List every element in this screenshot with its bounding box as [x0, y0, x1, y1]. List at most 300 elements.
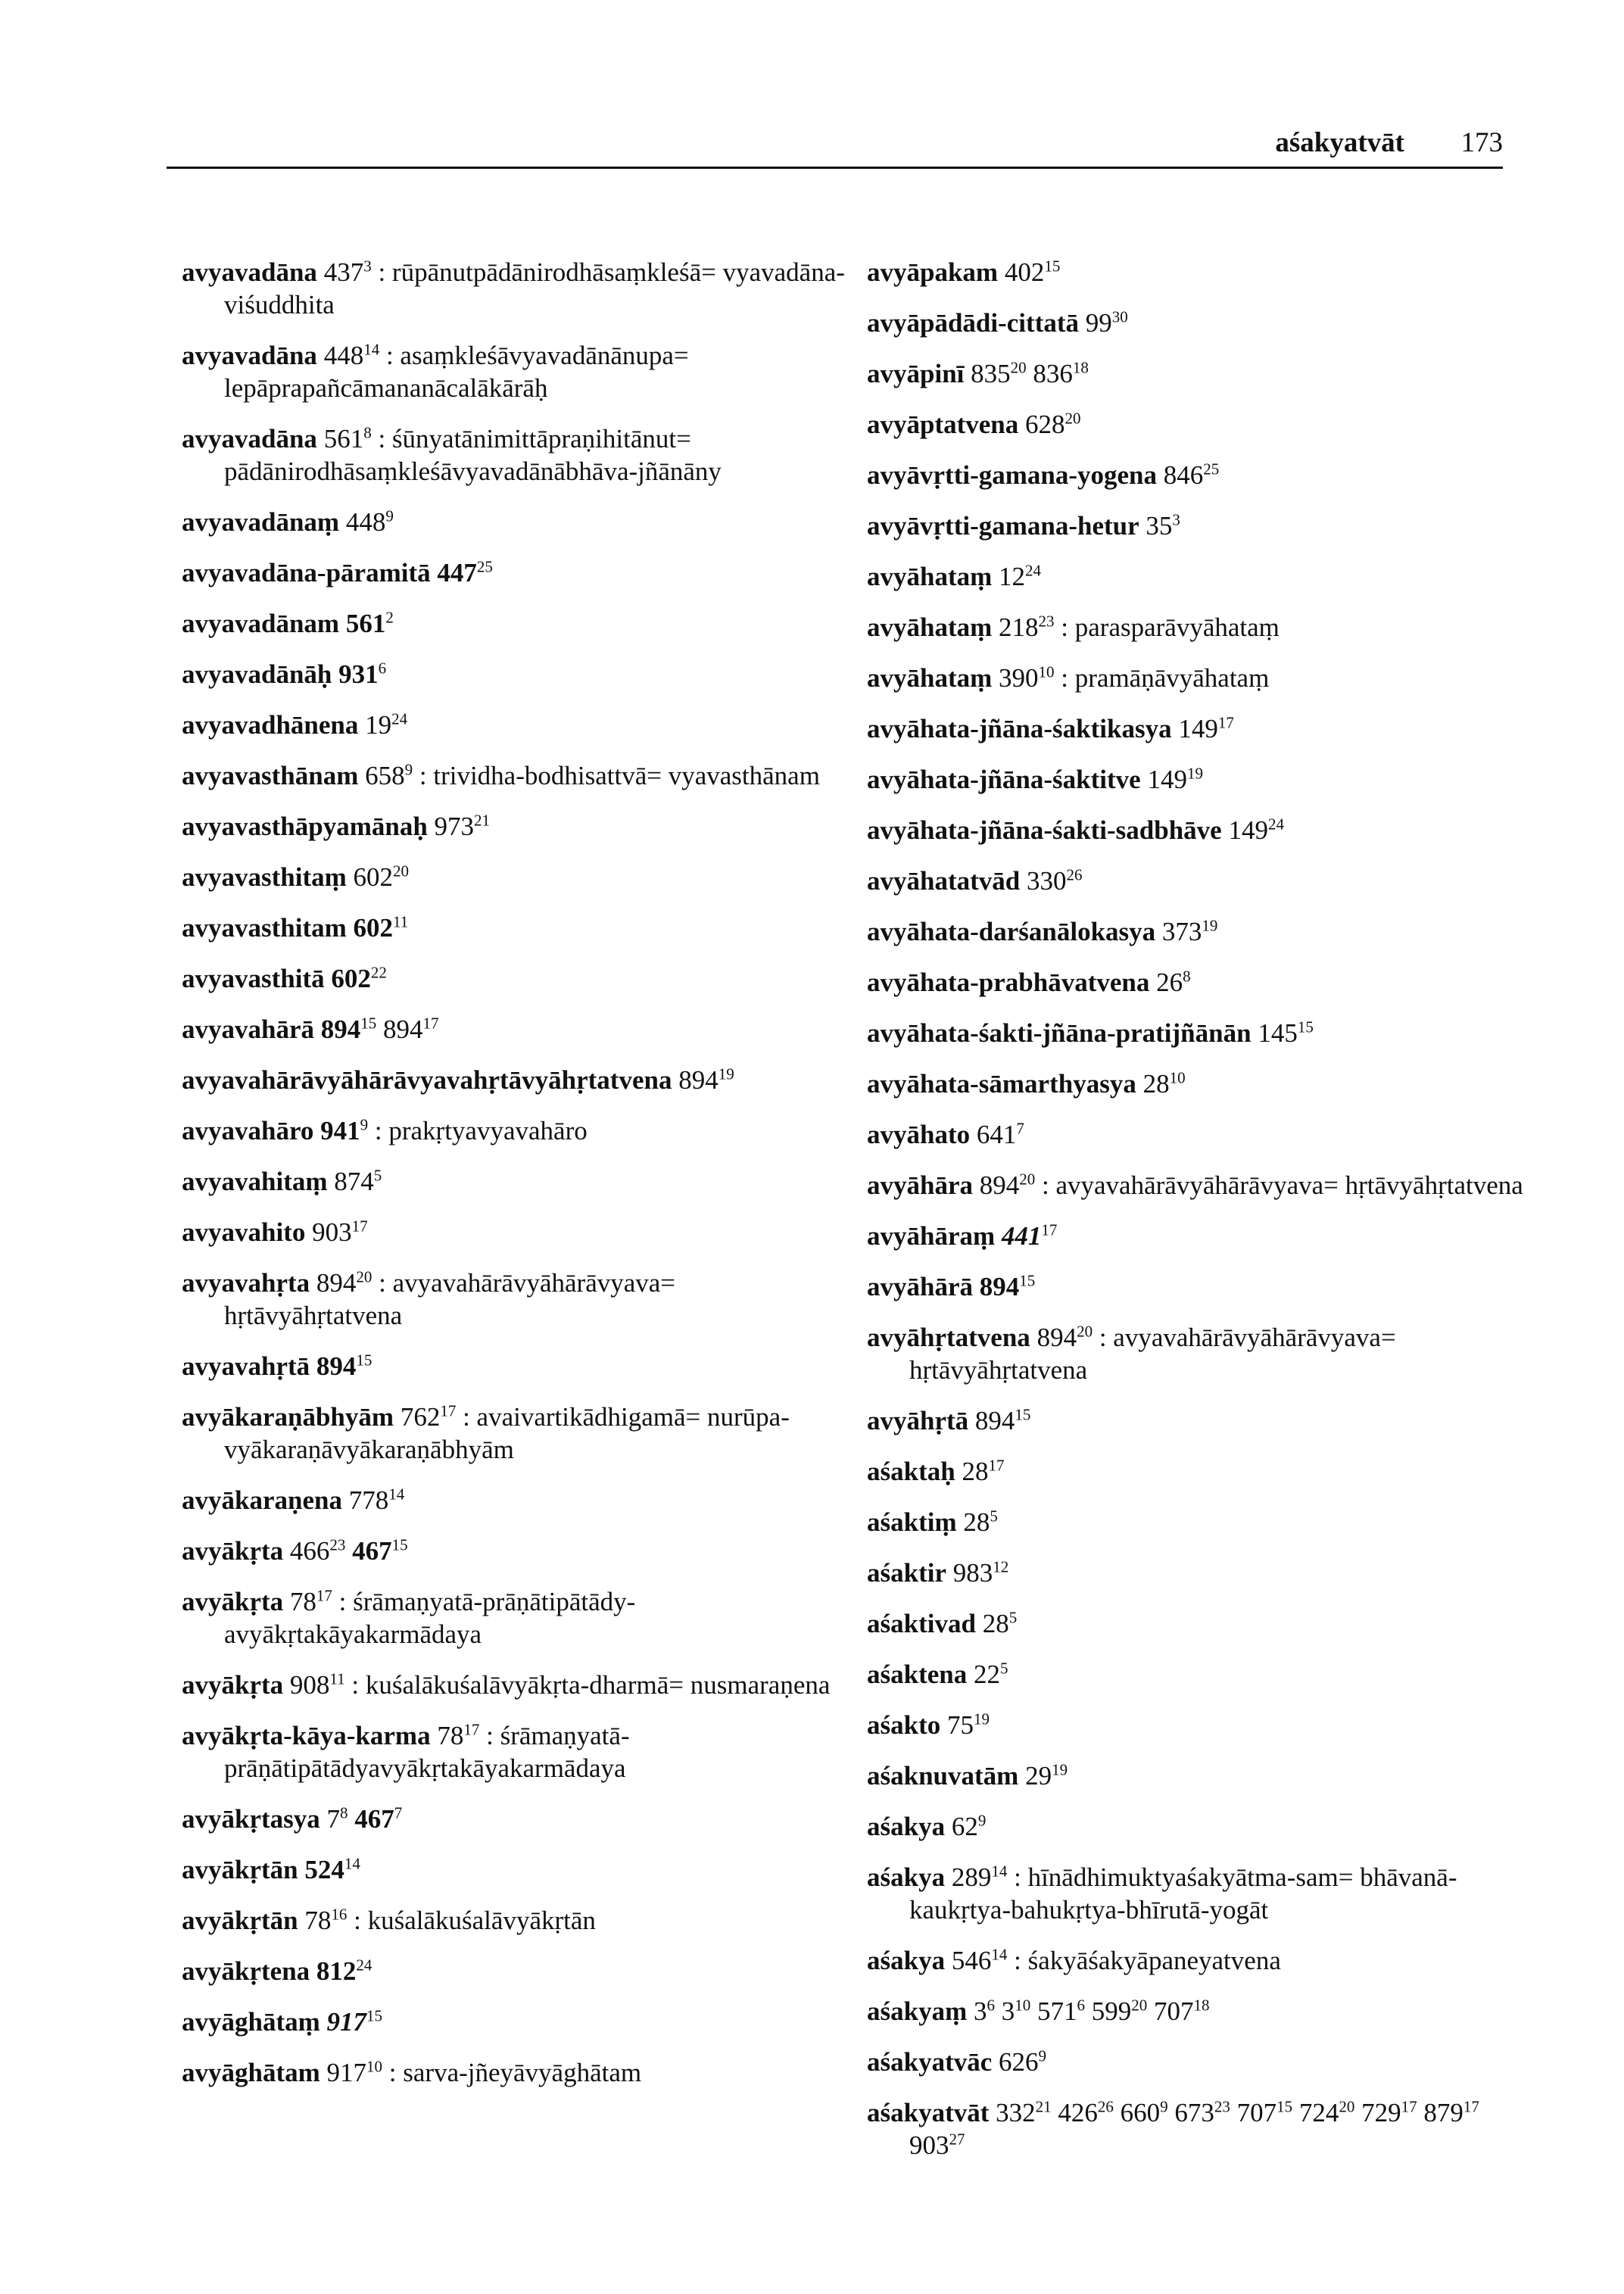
entry-headword: avyākṛtasya — [182, 1804, 320, 1834]
index-entry — [867, 357, 1533, 390]
index-entry — [867, 966, 1533, 999]
page-reference: 894 — [678, 1065, 718, 1095]
index-entry — [182, 1484, 848, 1516]
entry-gloss: avyavahārāvyāhārāvyava= hṛtāvyāhṛtatvena — [1055, 1170, 1523, 1200]
entry-gloss: avyavahārāvyāhārāvyava= hṛtāvyāhṛtatvena — [224, 1268, 676, 1330]
page-reference: 846 — [1163, 460, 1204, 490]
entry-headword: avyavadāna — [182, 424, 317, 454]
entry-headword: avyavahṛtā — [182, 1351, 310, 1381]
page-reference: 26 — [1156, 968, 1183, 997]
index-entry: avyāghātam $917^{10}$ : sarva-jñeyāvyāghātam — [182, 2057, 642, 2087]
entry-headword: avyāhata-jñāna-śaktikasya — [867, 714, 1172, 743]
line-reference: 23 — [1038, 612, 1055, 631]
line-reference: 2 — [385, 608, 394, 627]
index-entry — [867, 1810, 1533, 1843]
entry-headword: avyākṛtena — [182, 1956, 310, 1986]
line-reference: 10 — [1015, 1996, 1031, 2015]
right-column — [867, 256, 1533, 2180]
running-head: aśakyatvāt — [1275, 127, 1404, 158]
entry-headword: avyāpinī — [867, 359, 965, 388]
index-entry — [182, 1535, 848, 1567]
line-reference: 17 — [440, 1401, 457, 1420]
index-entry — [867, 256, 1533, 288]
page-reference: 917 — [326, 2007, 367, 2037]
page-reference: 894 — [979, 1272, 1020, 1301]
index-entry — [867, 1658, 1533, 1691]
line-reference: 19 — [1202, 916, 1218, 935]
line-reference: 9 — [1038, 2046, 1047, 2065]
page-reference: 28 — [1142, 1069, 1170, 1099]
page-reference: 62 — [951, 1812, 978, 1841]
line-reference: 11 — [393, 912, 409, 931]
page-reference: 894 — [320, 1015, 361, 1044]
line-reference: 21 — [474, 811, 491, 830]
page-reference: 448 — [323, 341, 364, 370]
entry-headword: avyavadānam — [182, 609, 340, 638]
index-entry: avyavahāro $941^9$ : prakṛtyavyavahāro — [182, 1115, 588, 1145]
page-reference: 903 — [909, 2130, 949, 2160]
entry-headword: aśakyatvāc — [867, 2047, 993, 2077]
line-reference: 20 — [1339, 2097, 1355, 2116]
entry-headword: avyavadhānena — [182, 710, 359, 740]
index-entry — [867, 1607, 1533, 1640]
page-reference: 903 — [312, 1217, 352, 1247]
entry-headword: aśakto — [867, 1710, 941, 1740]
entry-headword: avyākṛta-kāya-karma — [182, 1721, 431, 1750]
line-reference: 17 — [1041, 1220, 1058, 1239]
index-entry — [867, 1455, 1533, 1488]
index-entry — [867, 560, 1533, 593]
line-reference: 15 — [1044, 257, 1061, 276]
entry-gloss: hīnādhimuktyaśakyātma-sam= bhāvanā-kaukṛtya-bahukṛtya-bhīrutā-yogāt — [909, 1862, 1457, 1925]
entry-gloss: śrāmaṇyatā- prāṇātipātādyavyākṛtakāyakarmādaya — [224, 1721, 630, 1783]
entry-headword: avyavahṛta — [182, 1268, 310, 1298]
index-entry — [867, 1506, 1533, 1538]
entry-headword: avyāvṛtti-gamana-hetur — [867, 511, 1139, 541]
page-reference: 812 — [316, 1956, 357, 1986]
line-reference: 14 — [344, 1854, 360, 1873]
page-reference: 145 — [1258, 1018, 1298, 1048]
line-reference: 27 — [949, 2130, 965, 2149]
entry-gloss: kuśalākuśalāvyākṛtān — [367, 1906, 596, 1935]
index-entry: avyākṛta $78^{17}$ : śrāmaṇyatā-prāṇātipātādy- avyākṛtakāyakarmādaya — [182, 1586, 636, 1649]
index-entry: avyāhataṃ $218^{23}$ : parasparāvyāhataṃ — [867, 612, 1280, 642]
entry-headword: avyāhataṃ — [867, 612, 993, 642]
page-reference: 78 — [304, 1906, 332, 1935]
page-reference: 707 — [1236, 2098, 1277, 2127]
page-reference: 402 — [1004, 257, 1045, 287]
page-reference: 3 — [1001, 1996, 1015, 2026]
page-reference: 641 — [976, 1120, 1017, 1149]
index-entry — [867, 1118, 1533, 1151]
index-entry — [867, 712, 1533, 745]
index-entry — [867, 307, 1533, 339]
entry-headword: avyāhṛtatvena — [867, 1323, 1030, 1352]
page-reference: 894 — [383, 1015, 423, 1044]
line-reference: 9 — [360, 1115, 369, 1134]
index-entry: avyāhṛtatvena $894^{20}$ : avyavahārāvyāhārāvyava= hṛtāvyāhṛtatvena — [867, 1322, 1396, 1385]
index-entry — [867, 1017, 1533, 1049]
line-reference: 21 — [1035, 2097, 1052, 2116]
index-entry: avyavasthānam $658^9$ : trividha-bodhisattvā= vyavasthānam — [182, 760, 820, 790]
page-number: 173 — [1460, 127, 1503, 158]
entry-headword: avyāghātam — [182, 2058, 320, 2087]
page-reference: 660 — [1120, 2098, 1161, 2127]
page-reference: 373 — [1161, 917, 1202, 946]
line-reference: 17 — [463, 1720, 480, 1739]
page-reference: 441 — [1001, 1221, 1042, 1251]
entry-gloss: kuśalākuśalāvyākṛta-dharmā= nusmaraṇena — [365, 1670, 831, 1700]
page-reference: 22 — [974, 1660, 1000, 1689]
page-reference: 289 — [951, 1862, 992, 1892]
index-entry: avyavahṛta $894^{20}$ : avyavahārāvyāhārāvyava= hṛtāvyāhṛtatvena — [182, 1267, 676, 1330]
line-reference: 19 — [974, 1710, 990, 1728]
entry-headword: avyākṛta — [182, 1536, 284, 1566]
line-reference: 9 — [385, 506, 394, 525]
line-reference: 15 — [366, 2006, 383, 2025]
line-reference: 9 — [404, 760, 413, 779]
index-entry: aśakya $289^{14}$ : hīnādhimuktyaśakyātma-sam= bhāvanā-kaukṛtya-bahukṛtya-bhīrutā-yogāt — [867, 1862, 1457, 1925]
line-reference: 16 — [331, 1905, 348, 1924]
entry-headword: avyāhṛtā — [867, 1406, 969, 1435]
page-reference: 836 — [1033, 359, 1073, 388]
entry-headword: avyavahāro — [182, 1116, 314, 1145]
entry-headword: avyāhata-jñāna-śakti-sadbhāve — [867, 815, 1222, 845]
page-reference: 28 — [962, 1457, 989, 1486]
page-reference: 931 — [338, 659, 379, 689]
line-reference: 10 — [366, 2057, 383, 2076]
line-reference: 18 — [1072, 358, 1089, 377]
entry-headword: avyavasthāpyamānaḥ — [182, 812, 428, 841]
entry-headword: aśakya — [867, 1862, 946, 1892]
page-reference: 78 — [437, 1721, 464, 1750]
page-reference: 3 — [974, 1996, 987, 2026]
entry-gloss: śrāmaṇyatā-prāṇātipātādy- avyākṛtakāyakarmādaya — [224, 1587, 636, 1649]
line-reference: 17 — [422, 1014, 439, 1033]
page-reference: 467 — [354, 1804, 394, 1834]
page-reference: 879 — [1423, 2098, 1463, 2127]
line-reference: 19 — [1186, 764, 1203, 783]
entry-gloss: avyavahārāvyāhārāvyava= hṛtāvyāhṛtatvena — [909, 1323, 1396, 1385]
line-reference: 26 — [1066, 865, 1083, 884]
entry-headword: avyāhata-śakti-jñāna-pratijñānān — [867, 1018, 1252, 1048]
page-reference: 524 — [304, 1855, 344, 1884]
entry-gloss: rūpānutpādānirodhāsaṃkleśā= vyavadāna-viśuddhita — [224, 257, 845, 319]
entry-headword: avyākaraṇena — [182, 1485, 342, 1515]
page-reference: 561 — [323, 424, 364, 454]
page-reference: 75 — [947, 1710, 974, 1740]
line-reference: 17 — [1217, 713, 1234, 732]
entry-headword: aśaknuvatām — [867, 1761, 1019, 1791]
entry-headword: avyavadānāḥ — [182, 659, 332, 689]
line-reference: 7 — [394, 1803, 403, 1822]
page-reference: 29 — [1025, 1761, 1052, 1791]
index-entry — [867, 814, 1533, 846]
entry-headword: aśakyaṃ — [867, 1996, 968, 2026]
entry-gloss: trividha-bodhisattvā= vyavasthānam — [433, 761, 820, 790]
page-reference: 12 — [999, 562, 1026, 591]
page-reference: 724 — [1298, 2098, 1339, 2127]
page-reference: 658 — [365, 761, 405, 790]
page-reference: 626 — [999, 2047, 1039, 2077]
entry-headword: aśakya — [867, 1812, 946, 1841]
entry-headword: aśakya — [867, 1946, 946, 1975]
line-reference: 6 — [378, 659, 387, 678]
page-reference: 7 — [326, 1804, 341, 1834]
line-reference: 17 — [351, 1217, 368, 1236]
entry-headword: avyāhatatvād — [867, 866, 1021, 896]
page-reference: 762 — [400, 1402, 441, 1432]
entry-headword: avyavadāna-pāramitā — [182, 558, 431, 588]
line-reference: 15 — [356, 1351, 372, 1370]
line-reference: 14 — [363, 340, 380, 359]
entry-headword: avyavasthitam — [182, 913, 347, 943]
line-reference: 12 — [993, 1557, 1009, 1576]
page-reference: 149 — [1147, 765, 1187, 794]
line-reference: 20 — [1019, 1170, 1036, 1189]
line-reference: 17 — [316, 1586, 332, 1605]
page-reference: 330 — [1027, 866, 1067, 896]
page-reference: 602 — [353, 913, 394, 943]
index-entry — [182, 658, 848, 690]
index-entry — [182, 1064, 848, 1096]
line-reference: 20 — [1131, 1996, 1148, 2015]
line-reference: 19 — [718, 1064, 734, 1083]
entry-headword: avyāhāra — [867, 1170, 973, 1200]
entry-headword: avyāhato — [867, 1120, 971, 1149]
line-reference: 7 — [1016, 1119, 1024, 1138]
entry-gloss: avaivartikādhigamā= nurūpa-vyākaraṇāvyākaraṇābhyām — [224, 1402, 790, 1464]
entry-headword: avyākṛtān — [182, 1906, 298, 1935]
entry-headword: avyavahārāvyāhārāvyavahṛtāvyāhṛtatvena — [182, 1065, 672, 1095]
index-entry — [867, 1220, 1533, 1252]
page-reference: 35 — [1146, 511, 1173, 541]
page-reference: 628 — [1025, 410, 1065, 439]
page-reference: 602 — [331, 964, 371, 993]
line-reference: 15 — [1297, 1018, 1314, 1036]
entry-gloss: śakyāśakyāpaneyatvena — [1027, 1946, 1281, 1975]
page-reference: 149 — [1228, 815, 1268, 845]
page-reference: 729 — [1361, 2098, 1401, 2127]
line-reference: 23 — [1214, 2097, 1230, 2116]
entry-headword: aśaktiṃ — [867, 1507, 957, 1537]
line-reference: 20 — [393, 862, 410, 881]
index-entry — [867, 1995, 1533, 2028]
line-reference: 17 — [1463, 2097, 1479, 2116]
line-reference: 15 — [391, 1535, 408, 1554]
line-reference: 20 — [1077, 1322, 1093, 1341]
entry-headword: aśakyatvāt — [867, 2098, 990, 2127]
line-reference: 30 — [1111, 307, 1128, 326]
entry-headword: avyavadāna — [182, 341, 317, 370]
line-reference: 17 — [1401, 2097, 1417, 2116]
entry-headword: avyāvṛtti-gamana-yogena — [867, 460, 1158, 490]
index-entry — [867, 510, 1533, 542]
index-entry — [182, 912, 848, 944]
line-reference: 19 — [1052, 1760, 1068, 1779]
entry-headword: avyākṛta — [182, 1587, 284, 1616]
page-reference: 437 — [323, 257, 364, 287]
index-entry — [867, 2096, 1533, 2162]
line-reference: 24 — [356, 1956, 372, 1975]
index-entry — [182, 709, 848, 741]
index-entry — [182, 810, 848, 843]
entry-gloss: śūnyatānimittāpraṇihitānut= pādānirodhāsaṃkleśāvyavadānābhāva-jñānāny — [224, 424, 722, 486]
index-entry — [867, 2046, 1533, 2078]
index-entry — [182, 506, 848, 538]
index-entry — [182, 1955, 848, 1987]
index-entry — [182, 962, 848, 995]
page-reference: 78 — [289, 1587, 316, 1616]
entry-gloss: pramāṇāvyāhataṃ — [1074, 663, 1270, 693]
entry-headword: avyāhata-darśanālokasya — [867, 917, 1156, 946]
page-reference: 332 — [996, 2098, 1036, 2127]
index-entry — [867, 915, 1533, 948]
page-reference: 973 — [434, 812, 475, 841]
line-reference: 9 — [977, 1811, 987, 1830]
line-reference: 25 — [1203, 460, 1220, 478]
page-reference: 917 — [326, 2058, 367, 2087]
index-entry — [182, 1853, 848, 1886]
index-entry — [182, 607, 848, 640]
line-reference: 20 — [356, 1267, 372, 1286]
page-reference: 894 — [1036, 1323, 1077, 1352]
line-reference: 26 — [1097, 2097, 1114, 2116]
entry-headword: avyavahitaṃ — [182, 1167, 328, 1196]
entry-gloss: prakṛtyavyavahāro — [388, 1116, 588, 1145]
line-reference: 14 — [991, 1945, 1008, 1964]
line-reference: 20 — [1064, 409, 1081, 428]
line-reference: 14 — [388, 1485, 405, 1504]
entry-headword: avyākṛtān — [182, 1855, 298, 1884]
page-reference: 835 — [971, 359, 1011, 388]
entry-gloss: parasparāvyāhataṃ — [1074, 612, 1280, 642]
page-reference: 447 — [437, 558, 477, 588]
index-entry: avyākṛta $908^{11}$ : kuśalākuśalāvyākṛta-dharmā= nusmaraṇena — [182, 1669, 831, 1700]
index-entry — [867, 1709, 1533, 1741]
index-entry — [182, 1803, 848, 1835]
index-entry — [182, 2006, 848, 2038]
page-reference: 149 — [1178, 714, 1218, 743]
entry-headword: avyākaraṇābhyām — [182, 1402, 394, 1432]
entry-headword: avyavasthitā — [182, 964, 325, 993]
index-entry — [867, 763, 1533, 796]
entry-headword: aśaktaḥ — [867, 1457, 955, 1486]
line-reference: 15 — [1015, 1405, 1031, 1424]
page-reference: 466 — [289, 1536, 330, 1566]
page-reference: 28 — [982, 1609, 1009, 1638]
index-entry — [867, 459, 1533, 491]
page-reference: 983 — [952, 1558, 993, 1588]
index-entry — [182, 1013, 848, 1046]
index-entry: avyavadāna $561^8$ : śūnyatānimittāpraṇihitānut= pādānirodhāsaṃkleśāvyavadānābhāva-jñānāny — [182, 423, 722, 486]
line-reference: 5 — [373, 1166, 382, 1185]
page-reference: 390 — [999, 663, 1039, 693]
left-column — [182, 256, 848, 2107]
page-reference: 894 — [316, 1268, 357, 1298]
index-entry — [867, 1068, 1533, 1100]
line-reference: 18 — [1193, 1996, 1210, 2015]
index-entry: avyāhataṃ $390^{10}$ : pramāṇāvyāhataṃ — [867, 662, 1270, 693]
index-entry — [867, 408, 1533, 441]
entry-headword: avyāpādādi-cittatā — [867, 308, 1079, 338]
entry-headword: avyāhāraṃ — [867, 1221, 996, 1251]
page-reference: 571 — [1037, 1996, 1077, 2026]
index-entry — [867, 1270, 1533, 1303]
index-entry: avyākṛtān $78^{16}$ : kuśalākuśalāvyākṛtān — [182, 1905, 596, 1935]
page-reference: 707 — [1154, 1996, 1194, 2026]
line-reference: 15 — [360, 1014, 377, 1033]
page-reference: 546 — [951, 1946, 992, 1975]
page-reference: 941 — [320, 1116, 360, 1145]
line-reference: 11 — [329, 1669, 345, 1688]
index-entry — [182, 1165, 848, 1198]
index-entry: aśakya $546^{14}$ : śakyāśakyāpaneyatvena — [867, 1945, 1281, 1975]
entry-headword: avyavasthitaṃ — [182, 862, 347, 892]
line-reference: 15 — [1019, 1271, 1036, 1290]
index-entry: avyākaraṇābhyām $762^{17}$ : avaivartikādhigamā= nurūpa-vyākaraṇāvyākaraṇābhyām — [182, 1401, 790, 1464]
page-reference: 602 — [353, 862, 394, 892]
page-reference: 19 — [365, 710, 392, 740]
page-reference: 778 — [348, 1485, 389, 1515]
index-entry: avyāhāra $894^{20}$ : avyavahārāvyāhārāvyava= hṛtāvyāhṛtatvena — [867, 1170, 1523, 1200]
entry-headword: avyāpakam — [867, 257, 999, 287]
line-reference: 9 — [1160, 2097, 1168, 2116]
line-reference: 15 — [1276, 2097, 1293, 2116]
page-header — [167, 112, 1503, 169]
page-reference: 218 — [999, 612, 1039, 642]
index-entry — [182, 556, 848, 589]
page-reference: 874 — [334, 1167, 374, 1196]
entry-headword: aśaktir — [867, 1558, 946, 1588]
line-reference: 17 — [988, 1456, 1005, 1475]
page-reference: 673 — [1174, 2098, 1214, 2127]
index-entry — [867, 1404, 1533, 1437]
line-reference: 24 — [1025, 561, 1042, 580]
page-reference: 894 — [974, 1406, 1015, 1435]
page-reference: 426 — [1058, 2098, 1098, 2127]
index-entry: avyākṛta-kāya-karma $78^{17}$ : śrāmaṇyatā- prāṇātipātādyavyākṛtakāyakarmādaya — [182, 1720, 630, 1783]
page-reference: 894 — [316, 1351, 357, 1381]
page-reference: 467 — [352, 1536, 392, 1566]
index-entry: avyavadāna $437^3$ : rūpānutpādānirodhāsaṃkleśā= vyavadāna-viśuddhita — [182, 257, 845, 319]
index-entry — [867, 1557, 1533, 1589]
entry-headword: aśaktivad — [867, 1609, 976, 1638]
line-reference: 3 — [363, 257, 372, 276]
line-reference: 6 — [1077, 1996, 1085, 2015]
entry-headword: avyāptatvena — [867, 410, 1019, 439]
line-reference: 5 — [1008, 1608, 1018, 1627]
page-reference: 561 — [345, 609, 386, 638]
entry-headword: avyavadānaṃ — [182, 507, 340, 537]
index-entry: avyavadāna $448^{14}$ : asaṃkleśāvyavadānānupa= lepāprapañcāmananācalākārāḥ — [182, 340, 689, 403]
line-reference: 23 — [329, 1535, 346, 1554]
entry-headword: avyavadāna — [182, 257, 317, 287]
line-reference: 8 — [363, 423, 372, 442]
line-reference: 20 — [1010, 358, 1027, 377]
page-reference: 599 — [1091, 1996, 1132, 2026]
entry-gloss: sarva-jñeyāvyāghātam — [403, 2058, 642, 2087]
entry-headword: avyākṛta — [182, 1670, 284, 1700]
entry-headword: avyāhata-jñāna-śaktitve — [867, 765, 1141, 794]
line-reference: 5 — [1000, 1659, 1008, 1678]
line-reference: 25 — [476, 557, 493, 576]
entry-headword: avyāhārā — [867, 1272, 973, 1301]
page-reference: 99 — [1085, 308, 1112, 338]
index-entry — [182, 1216, 848, 1248]
index-entry — [867, 1759, 1533, 1792]
entry-headword: aśaktena — [867, 1660, 968, 1689]
